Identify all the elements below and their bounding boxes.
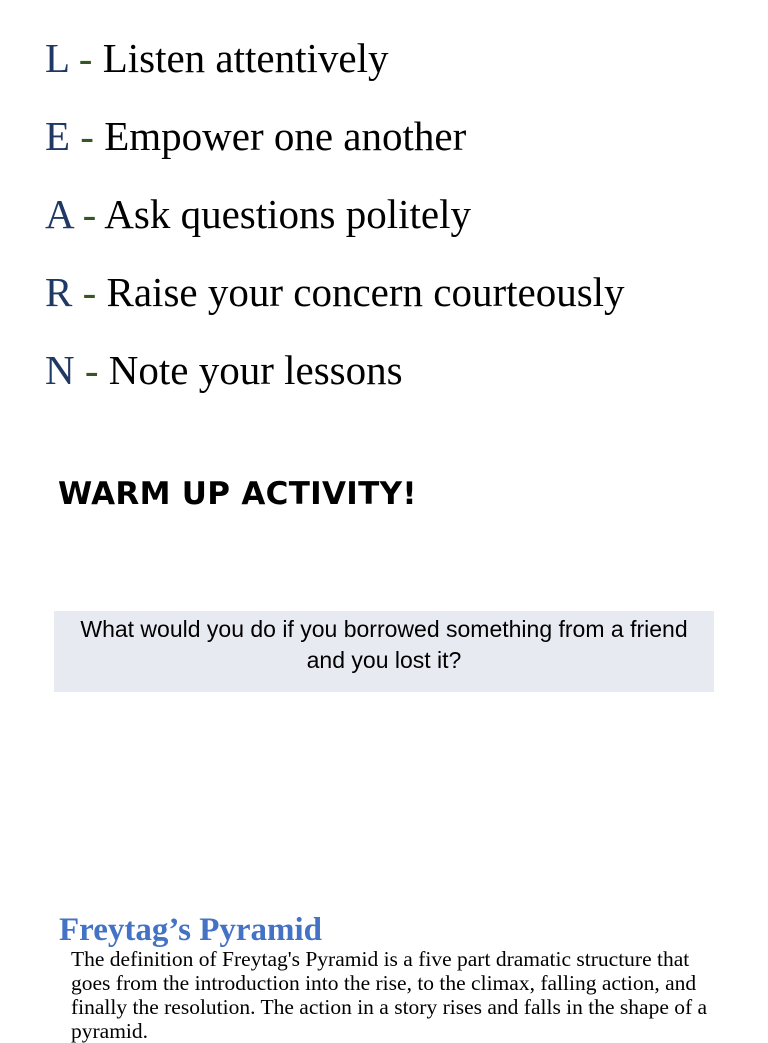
acronym-dash: - [80,113,94,159]
learn-item-a [45,186,625,264]
acronym-text: Raise your concern courteously [106,269,625,315]
acronym-dash: - [78,35,93,81]
freytag-title: Freytag’s Pyramid [59,912,323,948]
learn-item-n [45,342,625,420]
acronym-letter: N [45,347,75,393]
acronym-dash: - [82,269,97,315]
learn-item-l [45,30,625,108]
question-box: What would you do if you borrowed something from a friend and you lost it? [54,611,714,692]
learn-item-e [45,108,625,186]
acronym-letter: A [45,191,73,237]
warm-up-heading: WARM UP ACTIVITY! [58,476,417,512]
acronym-text: Listen attentively [102,35,389,81]
acronym-text: Empower one another [104,113,467,159]
acronym-text: Note your lessons [108,347,403,393]
acronym-letter: R [45,269,73,315]
learn-item-r [45,264,625,342]
acronym-dash: - [82,191,97,237]
learn-acronym-list [45,30,625,420]
freytag-body: The definition of Freytag's Pyramid is a five part dramatic structure that goes from the introduction into the rise, to the climax, falling action, and finally the resolution. The action in a story rises and falls in the shape of a pyramid. [71,947,708,1043]
acronym-dash: - [84,347,99,393]
acronym-letter: L [45,35,69,81]
acronym-text: Ask questions politely [104,191,471,237]
acronym-letter: E [45,113,71,159]
